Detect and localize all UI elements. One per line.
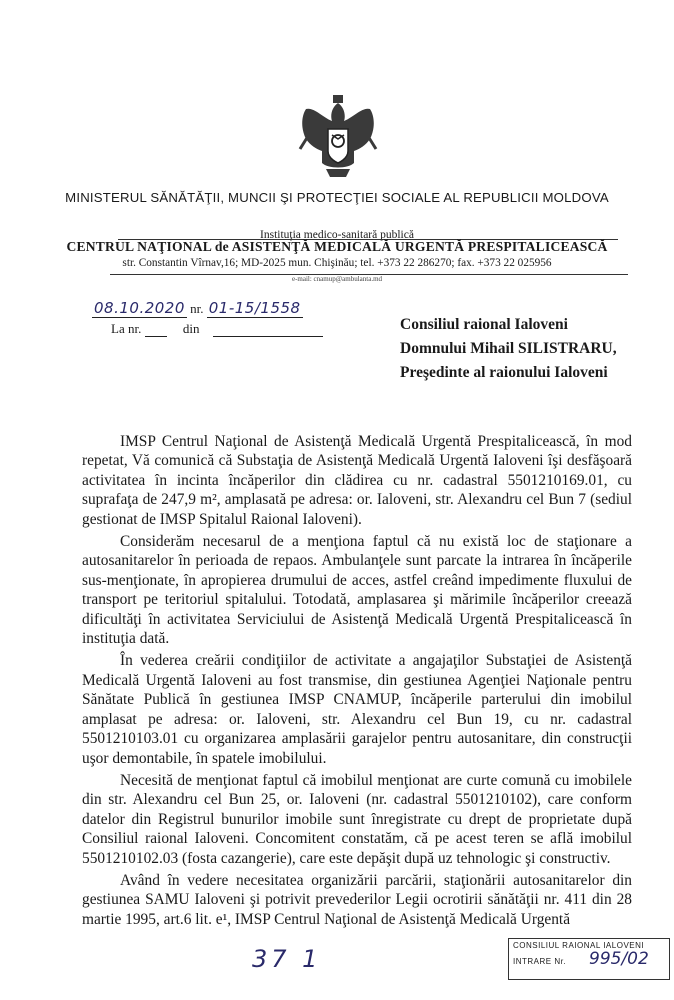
addressee-line-1: Consiliul raional Ialoveni: [400, 316, 568, 333]
la-nr-label: La nr.: [111, 321, 142, 336]
din-label: din: [182, 321, 200, 336]
stamp-number: 995/02: [589, 949, 649, 969]
stamp-line-1: CONSILIUL RAIONAL IALOVENI: [513, 941, 645, 950]
center-address: str. Constantin Vîrnav,16; MD-2025 mun. Chişinău; tel. +373 22 286270; fax. +373 22 025956: [122, 257, 552, 269]
ministry-title: MINISTERUL SĂNĂTĂŢII, MUNCII ŞI PROTECŢIEI SOCIALE AL REPUBLICII MOLDOVA: [65, 190, 609, 205]
institution-type: Instituţia medico-sanitară publică: [260, 229, 414, 241]
body-paragraph-4: Necesită de menţionat faptul că imobilul menţionat are curte comună cu imobilele din str. Alexandru cel Bun 25, or. Ialoveni (nr. cadastral 5501210102), care conform datelor din Registrul bunurilor imobile sunt înregistrate cu drept de proprietate după Consiliul raional Ialoveni. Concomitent constatăm, că pe acest teren se află imobilul 5501210102.03 (fosta cazangerie), care este depăşit după uz tehnologic şi constructiv.: [82, 771, 632, 867]
stamp-line-2: INTRARE Nr.: [513, 957, 567, 966]
handwritten-page-mark: 37 1: [252, 945, 322, 973]
addressee-line-3: Preşedinte al raionului Ialoveni: [400, 364, 608, 381]
document-number: 01-15/1558: [208, 299, 301, 317]
la-nr-blank: [145, 336, 167, 337]
addressee-block: [400, 313, 670, 385]
body-paragraph-5: Având în vedere necesitatea organizării parcării, staţionării autosanitarelor din gestiunea SAMU Ialoveni şi potrivit prevederilor Legii ocrotirii sănătăţii nr. 411 din 28 martie 1995, art.6 lit. e¹, IMSP Centrul Naţional de Asistenţă Medicală Urgentă: [82, 871, 632, 928]
nr-label: nr.: [190, 301, 204, 316]
registration-line: [92, 299, 303, 317]
coat-of-arms-emblem: [292, 93, 384, 181]
center-name: CENTRUL NAŢIONAL de ASISTENŢĂ MEDICALĂ URGENTĂ PRESPITALICEASCĂ: [66, 239, 608, 254]
body-paragraph-1: IMSP Centrul Naţional de Asistenţă Medicală Urgentă Prespitalicească, în mod repetat, Vă comunică că Substaţia de Asistenţă Medicală Urgentă Ialoveni îşi desfăşoară activitatea în incinta încăperilor din clădirea cu nr. cadastral 5501210169.01, cu suprafaţa de 247,9 m², amplasată pe adresa: or. Ialoveni, str. Alexandru cel Bun 7 (sediul gestionat de IMSP Spitalul Raional Ialoveni).: [82, 433, 632, 528]
body-paragraph-2: Considerăm necesarul de a menţiona faptul că nu există loc de staţionare a autosanitarelor în perioada de repaos. Ambulanţele sunt parcate la intrarea în încăperile sus-menţionate, în apropierea drumului de acces, astfel creând impedimente fluxului de transport pe teritoriul spitalului. Totodată, amplasarea şi mărimile încăperilor creează dificultăţi în activitatea Serviciului de Asistenţă Medicală Urgentă Prespitalicească în instituţia dată.: [82, 533, 632, 648]
addressee-line-2: Domnului Mihail SILISTRARU,: [400, 340, 617, 357]
reply-reference-line: [111, 321, 323, 337]
body-paragraph-3: În vederea creării condiţiilor de activitate a angajaţilor Substaţiei de Asistenţă Medicală Urgentă Ialoveni au fost transmise, din gestiunea Agenţiei Naţionale pentru Sănătate Publică în gestiunea IMSP CNAMUP, încăperile parterului din imobilul amplasat pe adresa: or. Ialoveni, str. Alexandru cel Bun 19, cu nr. cadastral 5501210103.01 cu organizarea amplasării garajelor pentru autosanitare, din construcţii uşor demontabile, în spatele imobilului.: [82, 652, 632, 767]
document-date: 08.10.2020: [94, 299, 185, 317]
letter-body: [82, 432, 632, 929]
din-blank: [213, 336, 323, 337]
center-email: e-mail: cnamup@ambulanta.md: [291, 275, 383, 283]
registration-stamp: [508, 938, 670, 980]
